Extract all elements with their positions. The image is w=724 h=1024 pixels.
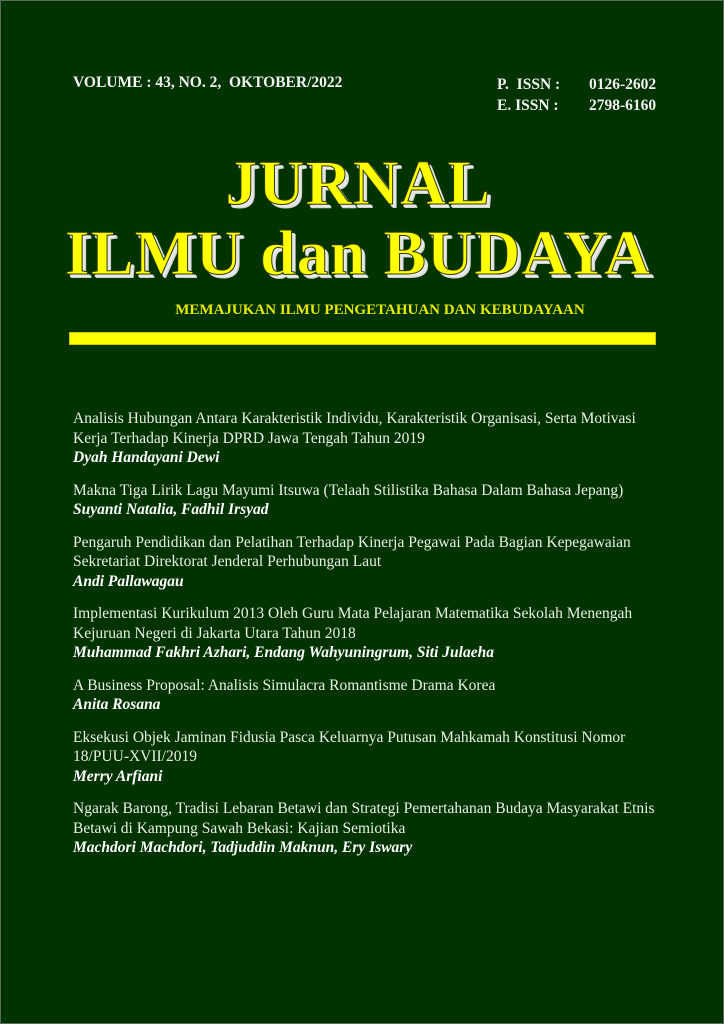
article-authors: Machdori Machdori, Tadjuddin Maknun, Ery Iswary [73, 839, 413, 856]
table-of-contents [73, 409, 673, 871]
article-title: Implementasi Kurikulum 2013 Oleh Guru Mata Pelajaran Matematika Sekolah Menengah Kejuruan Negeri di Jakarta Utara Tahun 2018 [73, 605, 633, 642]
article-entry [73, 728, 673, 787]
article-authors: Merry Arfiani [73, 767, 163, 785]
article-authors: Dyah Handayani Dewi [73, 449, 220, 466]
electronic-issn [497, 95, 656, 116]
journal-title-line-1: JURNAL [225, 147, 491, 218]
print-issn-label: P. ISSN : [497, 76, 561, 93]
article-entry [73, 481, 673, 520]
article-entry [73, 409, 673, 468]
article-title: Ngarak Barong, Tradisi Lebaran Betawi dan Strategi Pemertahanan Budaya Masyarakat Etnis Betawi di Kampung Sawah Bekasi: Kajian Semiotika [73, 800, 655, 837]
volume-info: VOLUME : 43, NO. 2, OKTOBER/2022 [73, 74, 343, 91]
print-issn [497, 74, 656, 95]
article-title: A Business Proposal: Analisis Simulacra Romantisme Drama Korea [73, 676, 496, 694]
article-entry [73, 676, 673, 715]
article-entry [73, 533, 673, 592]
issn-block [497, 74, 656, 116]
electronic-issn-value: 2798-6160 [589, 97, 657, 114]
article-authors: Andi Pallawagau [73, 572, 184, 590]
print-issn-value: 0126-2602 [589, 76, 657, 93]
article-title: Analisis Hubungan Antara Karakteristik Individu, Karakteristik Organisasi, Serta Motivasi Kerja Terhadap Kinerja DPRD Jawa Tengah Tahun 2019 [73, 410, 636, 447]
article-title: Pengaruh Pendidikan dan Pelatihan Terhadap Kinerja Pegawai Pada Bagian Kepegawaian Sekretariat Direktorat Jenderal Perhubungan Laut [73, 533, 631, 570]
journal-tagline: MEMAJUKAN ILMU PENGETAHUAN DAN KEBUDAYAAN [175, 302, 585, 318]
article-authors: Anita Rosana [73, 696, 161, 713]
article-authors: Suyanti Natalia, Fadhil Irsyad [73, 501, 269, 518]
article-title: Makna Tiga Lirik Lagu Mayumi Itsuwa (Telaah Stilistika Bahasa Dalam Bahasa Jepang) [73, 481, 624, 499]
article-entry [73, 604, 673, 663]
electronic-issn-label: E. ISSN : [497, 97, 559, 114]
journal-title-line-2: ILMU dan BUDAYA [64, 217, 652, 288]
article-entry [73, 799, 673, 858]
article-title: Eksekusi Objek Jaminan Fidusia Pasca Keluarnya Putusan Mahkamah Konstitusi Nomor 18/PUU-XVII/2019 [73, 728, 626, 765]
title-divider-bar [69, 332, 656, 345]
article-authors: Muhammad Fakhri Azhari, Endang Wahyuningrum, Siti Julaeha [73, 644, 494, 661]
